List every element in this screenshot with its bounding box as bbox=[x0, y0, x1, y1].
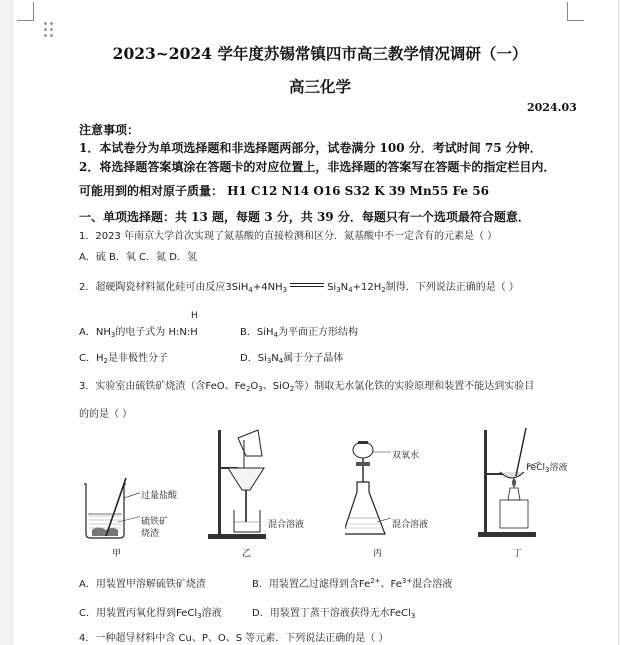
equals-sign bbox=[290, 283, 324, 287]
apparatus-jia-beaker bbox=[80, 478, 140, 540]
apparatus-bing-flask bbox=[345, 438, 393, 540]
apparatus-ding-evaporation bbox=[478, 426, 540, 540]
label-apparatus-yi: 乙 bbox=[242, 549, 252, 559]
question-1-options: A．硫 B．氧 C．氮 D．氢 bbox=[79, 252, 197, 263]
notice-item-2: 2．将选择题答案填涂在答题卡的对应位置上，非选择题的答案写在答题卡的指定栏目内． bbox=[79, 160, 556, 174]
label-apparatus-bing: 丙 bbox=[373, 549, 383, 559]
apparatus-yi-filtration bbox=[208, 428, 270, 540]
crop-mark-top-right bbox=[567, 2, 584, 21]
question-2-option-a: A．$NH_3$的电子式为 H:N:H bbox=[79, 327, 198, 339]
label-pyrite-slag-1: 硫铁矿 bbox=[141, 517, 169, 527]
question-3-option-c: C．用装置丙氧化得到FeCl$_3$溶液 bbox=[79, 608, 222, 620]
atomic-masses: 可能用到的相对原子质量： H1 C12 N14 O16 S32 K 39 Mn55 Fe 56 bbox=[79, 184, 489, 198]
label-mixed-solution-1: 混合溶液 bbox=[268, 520, 305, 530]
label-hydrogen-peroxide: 双氧水 bbox=[392, 451, 420, 461]
question-3-option-d: D．用装置丁蒸干溶液获得无水FeCl$_3$ bbox=[252, 608, 416, 620]
question-3-option-a: A．用装置甲溶解硫铁矿烧渣 bbox=[79, 579, 206, 590]
question-3-stem: 3．实验室由硫铁矿烧渣（含FeO、$Fe_2O_3$、SiO$_2$等）制取无水氯化铁的实验原理和装置不能达到实验目 bbox=[79, 381, 535, 393]
label-apparatus-jia: 甲 bbox=[112, 549, 122, 559]
exam-date: 2024.03 bbox=[527, 101, 577, 114]
notice-heading: 注意事项： bbox=[79, 123, 140, 137]
question-4-stem: 4．一种超导材料中含 Cu、P、O、S 等元素．下列说法正确的是（ ） bbox=[79, 633, 389, 644]
page-title: 2023~2024 学年度苏锡常镇四市高三教学情况调研（一） bbox=[112, 44, 528, 63]
label-mixed-solution-2: 混合溶液 bbox=[392, 520, 429, 530]
label-fecl3-solution: FeCl$_3$溶液 bbox=[526, 463, 568, 474]
question-2-option-c: C．$H_2$是非极性分子 bbox=[79, 353, 168, 365]
label-pyrite-slag-2: 烧渣 bbox=[141, 529, 160, 539]
notice-item-1: 1．本试卷分为单项选择题和非选择题两部分，试卷满分 100 分．考试时间 75 分钟． bbox=[79, 141, 542, 155]
question-3-option-b: B．用装置乙过滤得到含$Fe^{2+}$、$Fe^{3+}$混合溶液 bbox=[252, 577, 453, 590]
question-3-stem-line-2: 的的是（ ） bbox=[79, 409, 133, 420]
question-2-option-b: B．SiH$_4$为平面正方形结构 bbox=[240, 327, 358, 339]
question-2-stem: 2．超硬陶瓷材料氮化硅可由反应$3SiH_4+4NH_3$ $Si_3N_4+12H_2$制得．下列说法正确的是（ ） bbox=[79, 282, 519, 294]
question-1-stem: 1．2023 年南京大学首次实现了氮基酸的直接检测和区分．氮基酸中不一定含有的元素是（ ） bbox=[79, 231, 498, 242]
question-2-option-d: D．$Si_3N_4$属于分子晶体 bbox=[240, 353, 344, 365]
section-heading: 一、单项选择题：共 13 题，每题 3 分，共 39 分．每题只有一个选项最符合题意． bbox=[79, 210, 530, 224]
crop-mark-top-left bbox=[17, 2, 34, 21]
label-apparatus-ding: 丁 bbox=[513, 549, 523, 559]
lewis-structure-top-h: H bbox=[191, 311, 198, 321]
drag-handle-icon[interactable] bbox=[44, 22, 54, 38]
lewis-structure: H:N:H bbox=[168, 327, 198, 338]
page-subtitle: 高三化学 bbox=[288, 77, 351, 96]
label-excess-hcl: 过量盐酸 bbox=[141, 491, 178, 501]
